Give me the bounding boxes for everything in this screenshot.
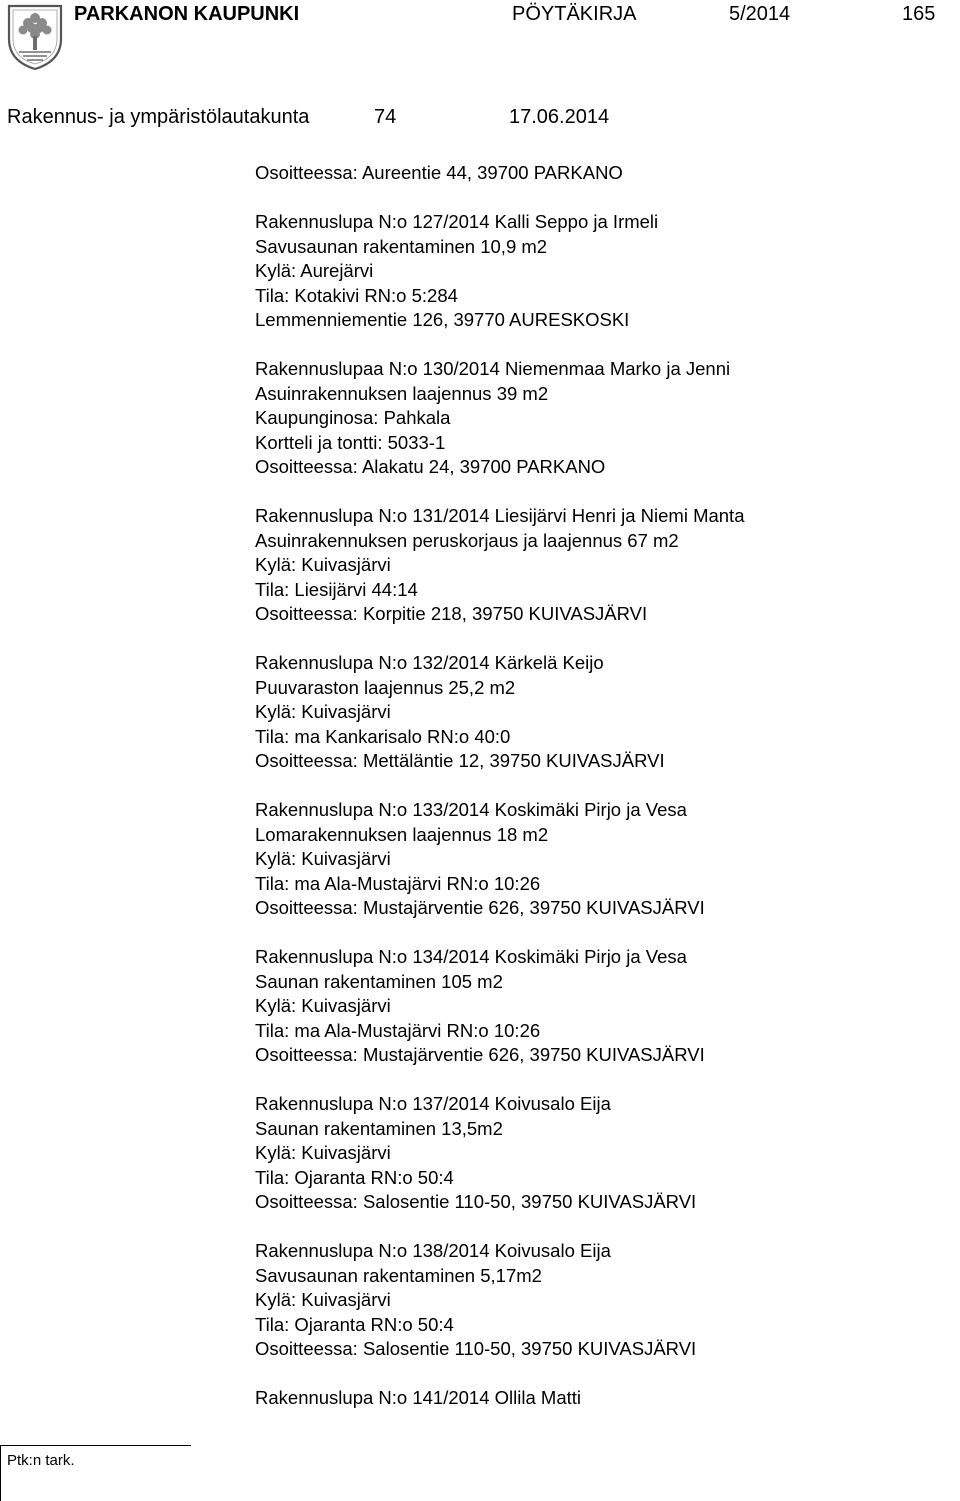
footer-box-edge [0, 1445, 1, 1501]
permit-entry [255, 161, 945, 186]
permit-entry [255, 357, 945, 480]
page-number: 165 [902, 3, 936, 25]
document-type: PÖYTÄKIRJA [512, 3, 637, 25]
entry-line: Tila: Kotakivi RN:o 5:284 [255, 284, 458, 306]
entry-line: Puuvaraston laajennus 25,2 m2 [255, 676, 516, 698]
entry-line: Kylä: Kuivasjärvi [255, 848, 391, 869]
permit-entry [255, 945, 945, 1068]
entry-line: Tila: Ojaranta RN:o 50:4 [255, 1166, 454, 1188]
entry-line: Tila: Liesijärvi 44:14 [255, 578, 418, 600]
entry-line: Saunan rakentaminen 13,5m2 [255, 1117, 503, 1139]
entry-line: Asuinrakennuksen laajennus 39 m2 [255, 382, 549, 404]
entry-line: Lomarakennuksen laajennus 18 m2 [255, 823, 549, 845]
entry-line: Savusaunan rakentaminen 5,17m2 [255, 1264, 542, 1286]
entry-line: Kaupunginosa: Pahkala [255, 407, 451, 428]
permit-title: Rakennuslupa N:o 141/2014 Ollila Matti [255, 1387, 581, 1408]
entry-line: Osoitteessa: Mustajärventie 626, 39750 KUIVASJÄRVI [255, 1044, 705, 1065]
entry-line: Osoitteessa: Salosentie 110-50, 39750 KUIVASJÄRVI [255, 1338, 697, 1359]
permit-entry [255, 798, 945, 921]
board-name: Rakennus- ja ympäristölautakunta [7, 106, 310, 128]
entry-line: Tila: Ojaranta RN:o 50:4 [255, 1313, 454, 1335]
meeting-date: 17.06.2014 [509, 106, 610, 128]
permit-title: Rakennuslupaa N:o 130/2014 Niemenmaa Marko ja Jenni [255, 358, 731, 379]
permit-entry [255, 1092, 945, 1215]
entry-line: Kylä: Kuivasjärvi [255, 995, 391, 1016]
entry-line: Osoitteessa: Korpitie 218, 39750 KUIVASJÄRVI [255, 603, 648, 624]
minutes-checker-label: Ptk:n tark. [7, 1452, 75, 1469]
permit-entry [255, 1239, 945, 1362]
permit-entry [255, 651, 945, 774]
permit-entry [255, 210, 945, 333]
entry-line: Osoitteessa: Mustajärventie 626, 39750 KUIVASJÄRVI [255, 897, 705, 918]
permit-title: Rakennuslupa N:o 132/2014 Kärkelä Keijo [255, 652, 604, 673]
permit-title: Rakennuslupa N:o 131/2014 Liesijärvi Henri ja Niemi Manta [255, 505, 745, 526]
entry-line: Osoitteessa: Mettäläntie 12, 39750 KUIVASJÄRVI [255, 750, 665, 771]
permit-list [255, 161, 945, 1435]
entry-line: Savusaunan rakentaminen 10,9 m2 [255, 235, 548, 257]
entry-line: Tila: ma Ala-Mustajärvi RN:o 10:26 [255, 872, 541, 894]
entry-line: Osoitteessa: Salosentie 110-50, 39750 KUIVASJÄRVI [255, 1191, 697, 1212]
permit-title: Rakennuslupa N:o 127/2014 Kalli Seppo ja Irmeli [255, 211, 659, 232]
permit-title: Rakennuslupa N:o 138/2014 Koivusalo Eija [255, 1240, 611, 1261]
entry-line: Kylä: Kuivasjärvi [255, 1142, 391, 1163]
permit-entry [255, 504, 945, 627]
entry-line: Osoitteessa: Aureentie 44, 39700 PARKANO [255, 162, 623, 183]
entry-line: Kylä: Aurejärvi [255, 260, 374, 281]
entry-line: Kylä: Kuivasjärvi [255, 554, 391, 575]
entry-line: Osoitteessa: Alakatu 24, 39700 PARKANO [255, 456, 606, 477]
entry-line: Kylä: Kuivasjärvi [255, 701, 391, 722]
entry-line: Saunan rakentaminen 105 m2 [255, 970, 503, 992]
entry-line: Kylä: Kuivasjärvi [255, 1289, 391, 1310]
entry-line: Tila: ma Kankarisalo RN:o 40:0 [255, 725, 511, 747]
entry-line: Kortteli ja tontti: 5033-1 [255, 431, 446, 453]
city-crest-logo [6, 3, 64, 71]
footer-divider [0, 1445, 191, 1446]
entry-line: Asuinrakennuksen peruskorjaus ja laajennus 67 m2 [255, 529, 679, 551]
entry-line: Lemmenniementie 126, 39770 AURESKOSKI [255, 309, 630, 330]
document-number: 5/2014 [729, 3, 791, 25]
permit-entry [255, 1386, 945, 1411]
organization-name: PARKANON KAUPUNKI [74, 3, 300, 25]
permit-title: Rakennuslupa N:o 134/2014 Koskimäki Pirjo ja Vesa [255, 946, 687, 967]
paragraph-number: 74 [374, 106, 397, 128]
permit-title: Rakennuslupa N:o 133/2014 Koskimäki Pirjo ja Vesa [255, 799, 687, 820]
entry-line: Tila: ma Ala-Mustajärvi RN:o 10:26 [255, 1019, 541, 1041]
permit-title: Rakennuslupa N:o 137/2014 Koivusalo Eija [255, 1093, 611, 1114]
